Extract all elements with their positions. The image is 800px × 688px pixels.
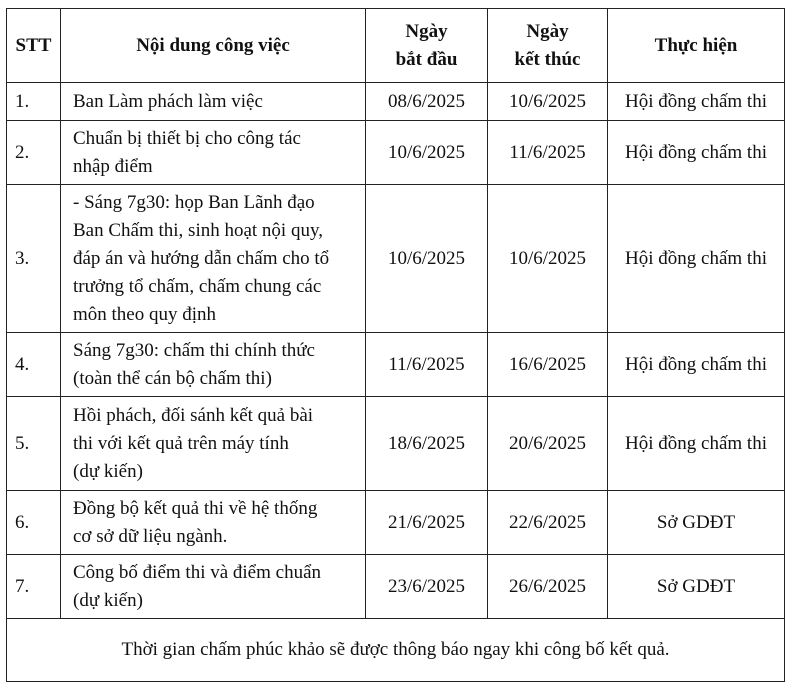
header-start-date	[366, 9, 488, 83]
task-line: Ban Chấm thi, sinh hoạt nội quy,	[73, 219, 323, 241]
cell-start-date: 11/6/2025	[366, 333, 488, 397]
table-row	[7, 397, 785, 491]
task-line: (dự kiến)	[73, 460, 143, 482]
task-line: Đồng bộ kết quả thi về hệ thống	[73, 497, 318, 519]
cell-end-date: 20/6/2025	[488, 397, 608, 491]
cell-start-date: 08/6/2025	[366, 83, 488, 121]
cell-stt: 3.	[7, 185, 61, 333]
cell-start-date: 21/6/2025	[366, 491, 488, 555]
cell-stt: 5.	[7, 397, 61, 491]
task-line: nhập điểm	[73, 155, 153, 177]
table-row	[7, 83, 785, 121]
cell-performer: Hội đồng chấm thi	[608, 121, 785, 185]
task-line: (dự kiến)	[73, 589, 143, 611]
task-line: Hồi phách, đối sánh kết quả bài	[73, 404, 314, 426]
cell-stt: 2.	[7, 121, 61, 185]
table-row	[7, 555, 785, 619]
table-row	[7, 491, 785, 555]
cell-end-date: 26/6/2025	[488, 555, 608, 619]
cell-performer: Sở GDĐT	[608, 555, 785, 619]
header-task: Nội dung công việc	[61, 9, 366, 83]
cell-stt: 4.	[7, 333, 61, 397]
cell-stt: 7.	[7, 555, 61, 619]
schedule-document	[6, 8, 784, 682]
table-row	[7, 121, 785, 185]
cell-end-date: 16/6/2025	[488, 333, 608, 397]
task-line: đáp án và hướng dẫn chấm cho tổ	[73, 247, 330, 269]
table-row	[7, 333, 785, 397]
task-line: - Sáng 7g30: họp Ban Lãnh đạo	[73, 191, 315, 213]
header-start-line1: Ngày	[405, 20, 448, 42]
table-row	[7, 185, 785, 333]
cell-task	[61, 185, 366, 333]
cell-start-date: 23/6/2025	[366, 555, 488, 619]
schedule-table	[6, 8, 785, 682]
cell-performer: Hội đồng chấm thi	[608, 83, 785, 121]
task-line: thi với kết quả trên máy tính	[73, 432, 289, 454]
cell-stt: 1.	[7, 83, 61, 121]
task-line: (toàn thể cán bộ chấm thi)	[73, 367, 272, 389]
footer-note: Thời gian chấm phúc khảo sẽ được thông báo ngay khi công bố kết quả.	[7, 619, 785, 682]
cell-end-date: 22/6/2025	[488, 491, 608, 555]
cell-start-date: 18/6/2025	[366, 397, 488, 491]
task-line: Sáng 7g30: chấm thi chính thức	[73, 339, 315, 361]
header-performer: Thực hiện	[608, 9, 785, 83]
cell-performer: Hội đồng chấm thi	[608, 333, 785, 397]
cell-start-date: 10/6/2025	[366, 121, 488, 185]
task-line: Ban Làm phách làm việc	[73, 90, 263, 112]
task-line: cơ sở dữ liệu ngành.	[73, 525, 228, 547]
cell-task	[61, 555, 366, 619]
task-line: Chuẩn bị thiết bị cho công tác	[73, 127, 301, 149]
cell-performer: Hội đồng chấm thi	[608, 185, 785, 333]
cell-start-date: 10/6/2025	[366, 185, 488, 333]
header-start-line2: bắt đầu	[395, 48, 458, 70]
cell-performer: Sở GDĐT	[608, 491, 785, 555]
task-line: Công bố điểm thi và điểm chuẩn	[73, 561, 322, 583]
cell-task	[61, 491, 366, 555]
cell-task	[61, 121, 366, 185]
cell-task	[61, 397, 366, 491]
task-line: trưởng tổ chấm, chấm chung các	[73, 275, 322, 297]
cell-end-date: 10/6/2025	[488, 185, 608, 333]
table-header-row	[7, 9, 785, 83]
cell-task	[61, 83, 366, 121]
cell-stt: 6.	[7, 491, 61, 555]
header-end-line2: kết thúc	[514, 48, 581, 70]
header-stt: STT	[7, 9, 61, 83]
header-end-date	[488, 9, 608, 83]
header-end-line1: Ngày	[526, 20, 569, 42]
cell-end-date: 11/6/2025	[488, 121, 608, 185]
cell-performer: Hội đồng chấm thi	[608, 397, 785, 491]
cell-end-date: 10/6/2025	[488, 83, 608, 121]
cell-task	[61, 333, 366, 397]
footer-row	[7, 619, 785, 682]
task-line: môn theo quy định	[73, 303, 217, 325]
